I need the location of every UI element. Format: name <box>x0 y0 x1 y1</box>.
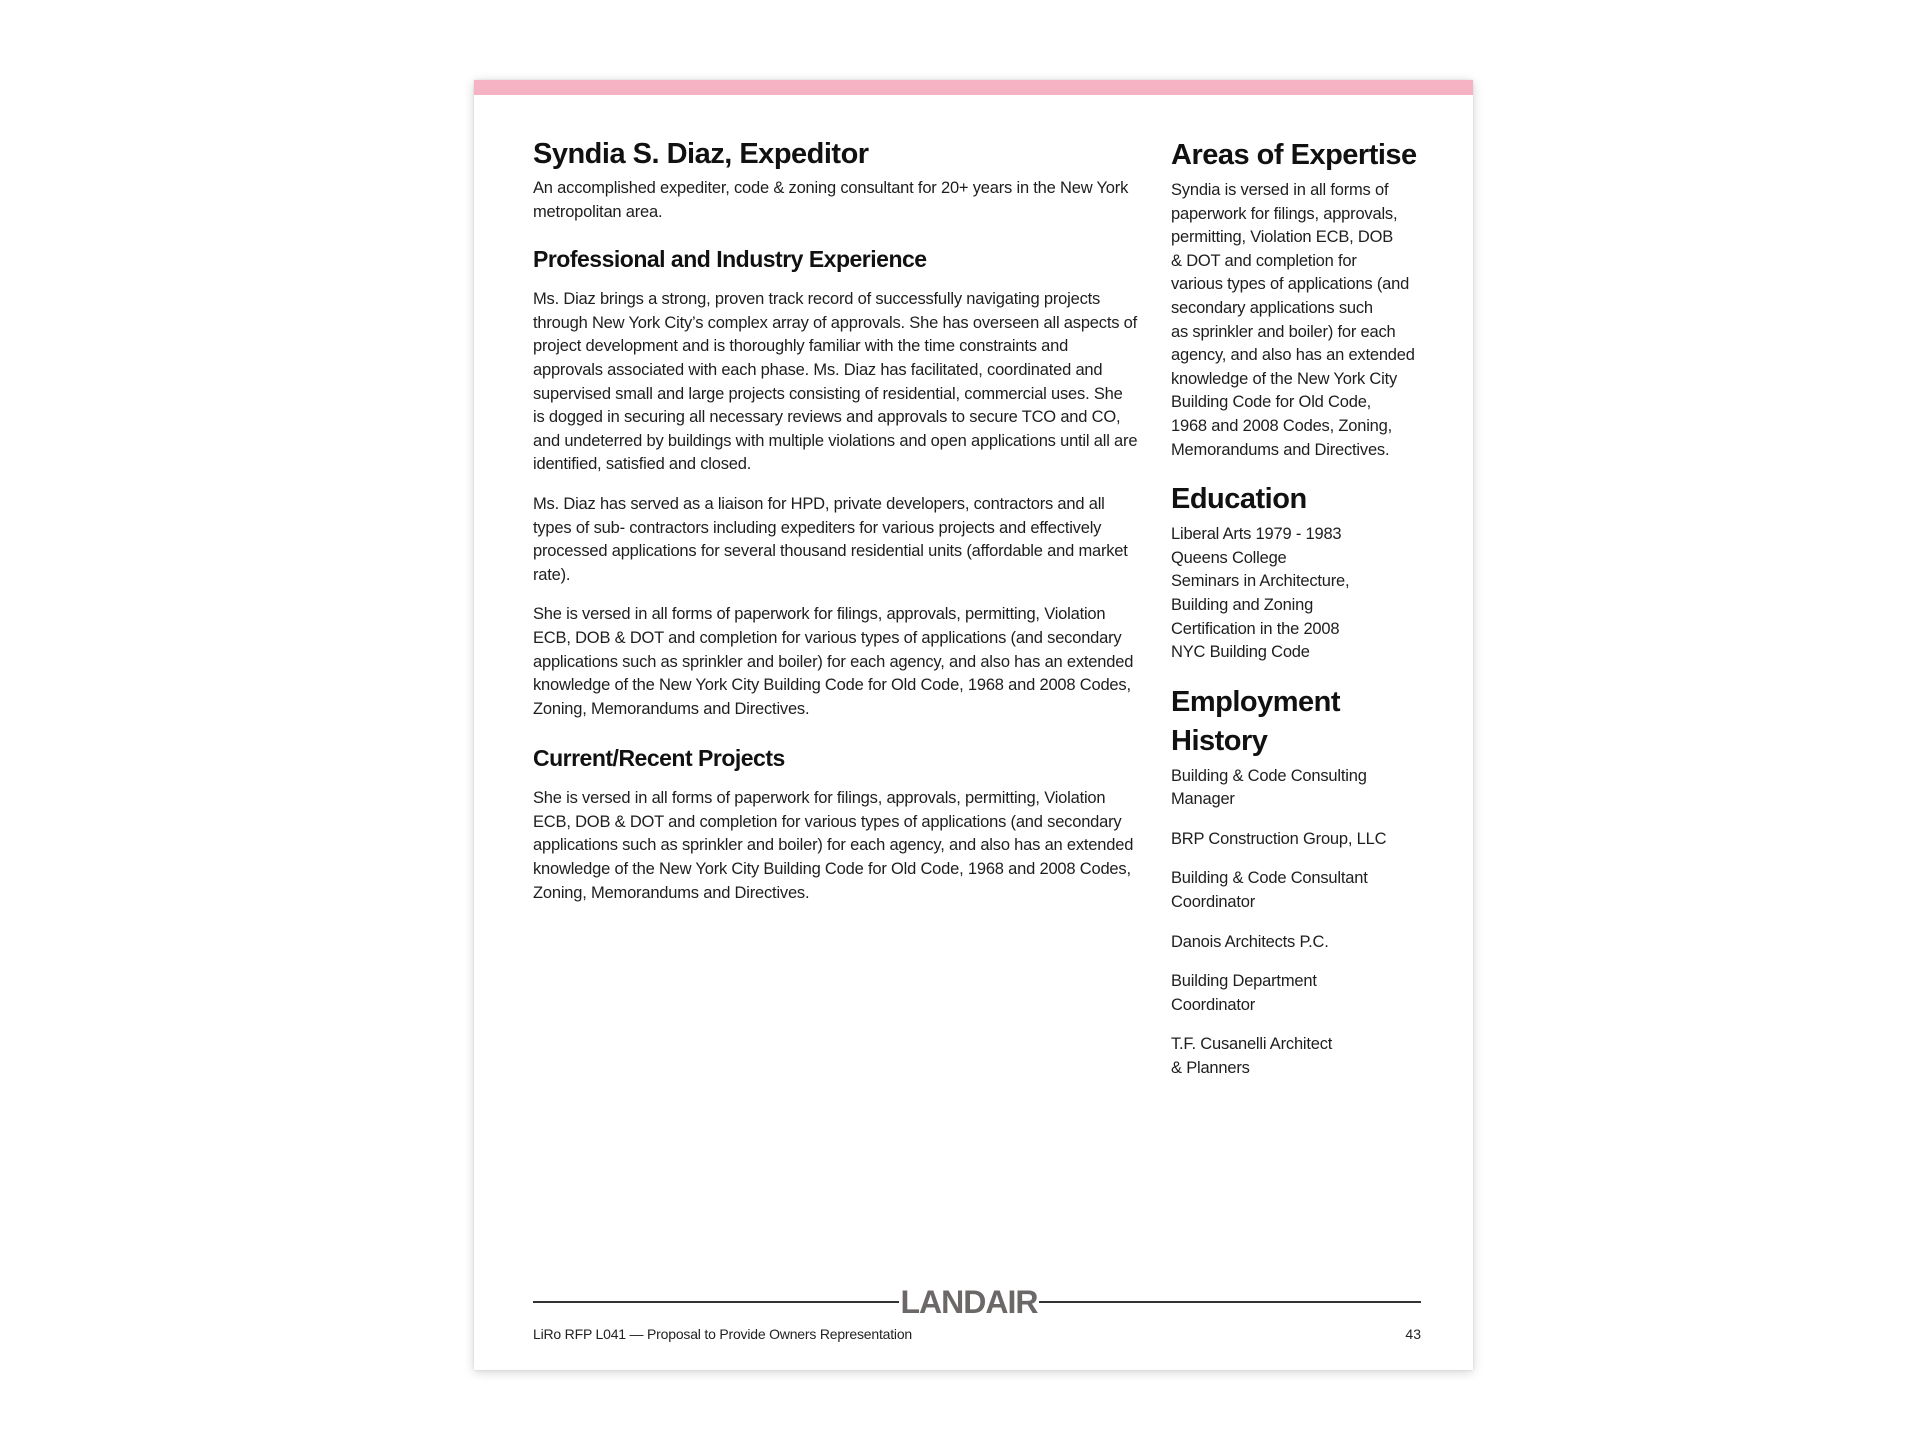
landair-logo: LANDAIR <box>900 1284 1038 1320</box>
sidebar-column <box>1171 136 1421 1097</box>
experience-paragraph: Ms. Diaz brings a strong, proven track record of successfully navigating projects through New York City’s complex array of approvals. She has overseen all aspects of project development and is thoroughly familiar with the time constraints and approvals associated with each phase. Ms. Diaz has facilitated, coordinated and supervised small and large projects consisting of residential, commercial uses. She is dogged in securing all necessary reviews and approvals to secure TCO and CO, and undeterred by buildings with multiple violations and open applications until all are identified, satisfied and closed. <box>533 290 1138 474</box>
footer-divider-left <box>533 1301 899 1303</box>
main-column <box>533 136 1138 921</box>
education-text: Liberal Arts 1979 - 1983 Queens College Seminars in Architecture, Building and Zoning Certification in the 2008 NYC Building Code <box>1171 525 1350 662</box>
experience-paragraph: She is versed in all forms of paperwork for filings, approvals, permitting, Violation ECB, DOB & DOT and completion for various types of applications (and secondary applications such as sprinkler and boiler) for each agency, and also has an extended knowledge of the New York City Building Code for Old Code, 1968 and 2008 Codes, Zoning, Memorandums and Directives. <box>533 605 1134 718</box>
expertise-text: Syndia is versed in all forms of paperwork for filings, approvals, permitting, Violation ECB, DOB & DOT and completion for various types of applications (and secondary applications such as sprinkler and boiler) for each agency, and also has an extended knowledge of the New York City Building Code for Old Code, 1968 and 2008 Codes, Zoning, Memorandums and Directives. <box>1171 181 1415 459</box>
expertise-heading: Areas of Expertise <box>1171 139 1417 171</box>
intro-text: An accomplished expediter, code & zoning consultant for 20+ years in the New York metropolitan area. <box>533 179 1129 221</box>
projects-heading: Current/Recent Projects <box>533 745 785 772</box>
document-page <box>474 80 1473 1370</box>
employment-list <box>1171 765 1421 1081</box>
employment-item: T.F. Cusanelli Architect & Planners <box>1171 1035 1333 1078</box>
employment-item: BRP Construction Group, LLC <box>1171 829 1387 848</box>
employment-item: Building Department Coordinator <box>1171 972 1317 1014</box>
experience-heading: Professional and Industry Experience <box>533 246 927 273</box>
page-title: Syndia S. Diaz, Expeditor <box>533 138 869 170</box>
employment-item: Building & Code Consultant Coordinator <box>1171 869 1368 912</box>
employment-item: Danois Architects P.C. <box>1171 932 1329 951</box>
footer-document-title: LiRo RFP L041 — Proposal to Provide Owners Representation <box>533 1326 912 1342</box>
employment-heading: Employment History <box>1171 685 1341 757</box>
employment-item: Building & Code Consulting Manager <box>1171 766 1367 809</box>
footer-divider-right <box>1039 1301 1421 1303</box>
accent-bar <box>474 80 1473 95</box>
education-heading: Education <box>1171 483 1307 516</box>
experience-paragraph: Ms. Diaz has served as a liaison for HPD, private developers, contractors and all types of sub- contractors including expediters for various projects and effectively processed applications for several thousand residential units (affordable and market rate). <box>533 494 1128 584</box>
page-number: 43 <box>1405 1326 1421 1342</box>
projects-paragraph: She is versed in all forms of paperwork for filings, approvals, permitting, Violation ECB, DOB & DOT and completion for various types of applications (and secondary applications such as sprinkler and boiler) for each agency, and also has an extended knowledge of the New York City Building Code for Old Code, 1968 and 2008 Codes, Zoning, Memorandums and Directives. <box>533 789 1134 902</box>
